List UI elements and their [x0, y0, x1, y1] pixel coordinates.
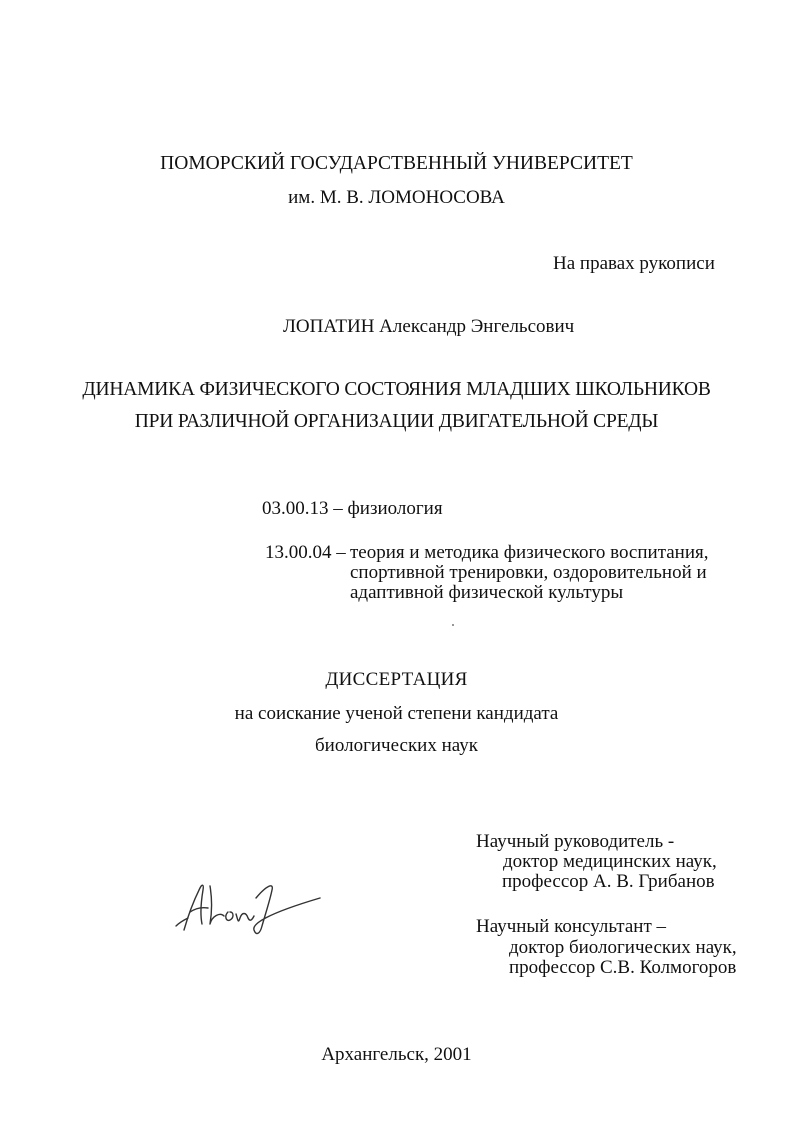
author-name: ЛОПАТИН Александр Энгельсович — [283, 316, 575, 337]
supervisor-name: профессор А. В. Грибанов — [502, 871, 715, 892]
university-named-after: им. М. В. ЛОМОНОСОВА — [288, 187, 505, 208]
supervisor-degree: доктор медицинских наук, — [503, 851, 717, 872]
specialty-description-line-3: адаптивной физической культуры — [350, 582, 624, 603]
specialty-physiology: 03.00.13 – физиология — [262, 498, 443, 519]
consultant-degree: доктор биологических наук, — [509, 937, 737, 958]
dissertation-title-line-2: ПРИ РАЗЛИЧНОЙ ОРГАНИЗАЦИИ ДВИГАТЕЛЬНОЙ СРЕДЫ — [134, 411, 659, 432]
specialty-code: 13.00.04 – — [265, 542, 346, 563]
specialty-description-line-1: теория и методика физического воспитания, — [350, 542, 709, 563]
consultant-role: Научный консультант – — [476, 916, 666, 937]
city-and-year: Архангельск, 2001 — [321, 1044, 472, 1065]
scan-speck — [452, 624, 454, 626]
specialty-description-line-2: спортивной тренировки, оздоровительной и — [350, 562, 707, 583]
university-name: ПОМОРСКИЙ ГОСУДАРСТВЕННЫЙ УНИВЕРСИТЕТ — [160, 153, 633, 174]
dissertation-title-line-1: ДИНАМИКА ФИЗИЧЕСКОГО СОСТОЯНИЯ МЛАДШИХ ШКОЛЬНИКОВ — [82, 379, 711, 400]
author-signature — [170, 868, 340, 948]
manuscript-rights-note: На правах рукописи — [553, 253, 715, 274]
consultant-name: профессор С.В. Колмогоров — [509, 957, 737, 978]
degree-purpose: на соискание ученой степени кандидата — [234, 703, 559, 724]
document-type-label: ДИССЕРТАЦИЯ — [325, 669, 468, 690]
supervisor-role: Научный руководитель - — [476, 831, 675, 852]
degree-field: биологических наук — [315, 735, 478, 756]
